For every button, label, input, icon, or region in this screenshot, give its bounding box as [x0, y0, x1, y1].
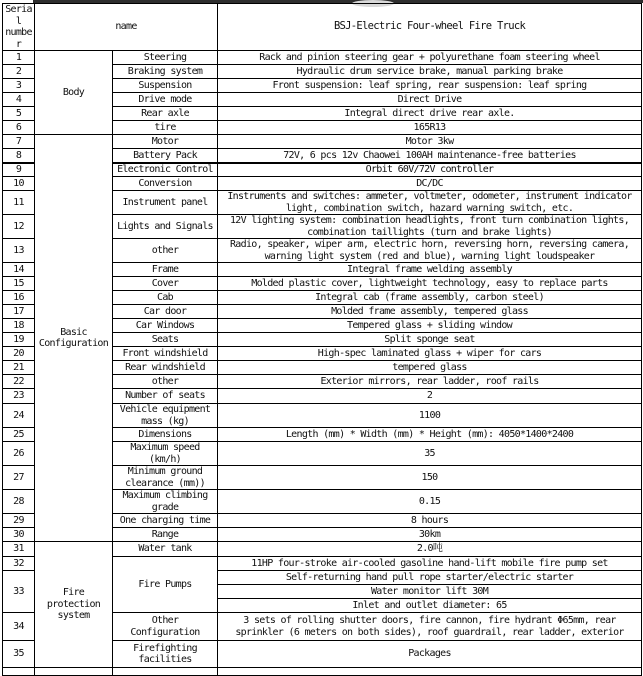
- spec-value-cell: Self-returning hand pull rope starter/electric starter: [218, 571, 642, 585]
- spec-value-cell: High-spec laminated glass + wiper for cars: [218, 347, 642, 361]
- serial-cell: 11: [3, 191, 35, 215]
- spec-value-cell: Orbit 60V/72V controller: [218, 163, 642, 177]
- table-header-row: [3, 4, 642, 51]
- serial-cell: 12: [3, 215, 35, 239]
- table-row: [3, 135, 642, 149]
- item-name-cell: Dimensions: [113, 428, 218, 442]
- spec-value-cell: Packages: [218, 641, 642, 668]
- cutoff-cell: [113, 668, 218, 676]
- spec-value-cell: Direct Drive: [218, 93, 642, 107]
- item-name-cell: Firefighting facilities: [113, 641, 218, 668]
- spec-value-cell: 12V lighting system: combination headlights, front turn combination lights, combination taillights (turn and brake lights): [218, 215, 642, 239]
- serial-cell: 10: [3, 177, 35, 191]
- item-name-cell: tire: [113, 121, 218, 135]
- item-name-cell: Rear windshield: [113, 361, 218, 375]
- spec-value-cell: 35: [218, 442, 642, 466]
- serial-cell: 26: [3, 442, 35, 466]
- item-name-cell: Frame: [113, 263, 218, 277]
- item-name-cell: Maximum climbing grade: [113, 490, 218, 514]
- item-name-cell: Battery Pack: [113, 149, 218, 163]
- cutoff-cell: [35, 668, 113, 676]
- table-row: [3, 51, 642, 65]
- item-name-cell: Electronic Control: [113, 163, 218, 177]
- spec-value-cell: Front suspension: leaf spring, rear suspension: leaf spring: [218, 79, 642, 93]
- item-name-cell: Rear axle: [113, 107, 218, 121]
- serial-cell: 16: [3, 291, 35, 305]
- spec-value-cell: Motor 3kw: [218, 135, 642, 149]
- serial-cell: 35: [3, 641, 35, 668]
- spec-value-cell: Rack and pinion steering gear + polyurethane foam steering wheel: [218, 51, 642, 65]
- serial-cell: 5: [3, 107, 35, 121]
- serial-cell: 7: [3, 135, 35, 149]
- item-name-cell: Number of seats: [113, 389, 218, 404]
- item-name-cell: Suspension: [113, 79, 218, 93]
- spec-value-cell: 150: [218, 466, 642, 490]
- item-name-cell: Braking system: [113, 65, 218, 79]
- item-name-cell: Range: [113, 528, 218, 542]
- cutoff-cell: [3, 668, 35, 676]
- serial-cell: 3: [3, 79, 35, 93]
- spec-value-cell: 3 sets of rolling shutter doors, fire cannon, fire hydrant Φ65mm, rear sprinkler (6 meters on both sides), roof guardrail, rear ladder, exterior: [218, 613, 642, 641]
- spec-value-cell: Integral frame welding assembly: [218, 263, 642, 277]
- spec-value-cell: 30km: [218, 528, 642, 542]
- item-name-cell: Lights and Signals: [113, 215, 218, 239]
- item-name-cell: Front windshield: [113, 347, 218, 361]
- spec-value-cell: Molded frame assembly, tempered glass: [218, 305, 642, 319]
- serial-cell: 6: [3, 121, 35, 135]
- item-name-cell: Maximum speed (km/h): [113, 442, 218, 466]
- spec-value-cell: Instruments and switches: ammeter, voltmeter, odometer, instrument indicator light, combination switch, hazard warning switch, etc.: [218, 191, 642, 215]
- spec-value-cell: Split sponge seat: [218, 333, 642, 347]
- serial-cell: 17: [3, 305, 35, 319]
- spec-value-cell: Length (mm) * Width (mm) * Height (mm): 4050*1400*2400: [218, 428, 642, 442]
- spec-value-cell: 2.0吨: [218, 542, 642, 557]
- serial-cell: 25: [3, 428, 35, 442]
- serial-cell: 13: [3, 239, 35, 263]
- item-name-cell: Vehicle equipment mass (kg): [113, 404, 218, 428]
- spec-table: [2, 3, 642, 676]
- item-name-cell: Cab: [113, 291, 218, 305]
- serial-cell: 32: [3, 557, 35, 571]
- serial-cell: 24: [3, 404, 35, 428]
- cutoff-row: [3, 668, 642, 676]
- spec-value-cell: Water monitor lift 30M: [218, 585, 642, 599]
- serial-header-cell: Serial number: [3, 4, 35, 51]
- serial-cell: 8: [3, 149, 35, 163]
- item-name-cell-fire-pumps: Fire Pumps: [113, 557, 218, 613]
- serial-cell: 31: [3, 542, 35, 557]
- item-name-cell: Water tank: [113, 542, 218, 557]
- spec-value-cell: 1100: [218, 404, 642, 428]
- serial-cell: 28: [3, 490, 35, 514]
- spec-value-cell: tempered glass: [218, 361, 642, 375]
- serial-cell: 2: [3, 65, 35, 79]
- product-title-cell: BSJ-Electric Four-wheel Fire Truck: [218, 4, 642, 51]
- serial-cell: 20: [3, 347, 35, 361]
- item-name-cell: Cover: [113, 277, 218, 291]
- item-name-cell: Drive mode: [113, 93, 218, 107]
- item-name-cell: Seats: [113, 333, 218, 347]
- serial-cell: 21: [3, 361, 35, 375]
- serial-cell: 4: [3, 93, 35, 107]
- cutoff-cell: [218, 668, 642, 676]
- item-name-cell: Car Windows: [113, 319, 218, 333]
- spec-value-cell: 165R13: [218, 121, 642, 135]
- spec-value-cell: 8 hours: [218, 514, 642, 528]
- table-row: [3, 542, 642, 557]
- item-name-cell: Minimum ground clearance (mm)): [113, 466, 218, 490]
- spec-value-cell: Exterior mirrors, rear ladder, roof rails: [218, 375, 642, 389]
- group-cell-basic-configuration: Basic Configuration: [35, 135, 113, 542]
- serial-cell: 34: [3, 613, 35, 641]
- item-name-cell: Car door: [113, 305, 218, 319]
- name-header-cell: name: [35, 4, 218, 51]
- item-name-cell: other: [113, 375, 218, 389]
- serial-cell: 23: [3, 389, 35, 404]
- spec-value-cell: 72V, 6 pcs 12v Chaowei 100AH maintenance-free batteries: [218, 149, 642, 163]
- spec-value-cell: Tempered glass + sliding window: [218, 319, 642, 333]
- serial-cell: 1: [3, 51, 35, 65]
- serial-cell: 30: [3, 528, 35, 542]
- spec-value-cell: 2: [218, 389, 642, 404]
- group-cell-fire-protection-system: Fire protection system: [35, 542, 113, 668]
- spec-value-cell: DC/DC: [218, 177, 642, 191]
- serial-cell: 33: [3, 571, 35, 613]
- item-name-cell: One charging time: [113, 514, 218, 528]
- serial-cell: 27: [3, 466, 35, 490]
- spec-value-cell: Integral cab (frame assembly, carbon steel): [218, 291, 642, 305]
- item-name-cell: Instrument panel: [113, 191, 218, 215]
- spec-value-cell: Inlet and outlet diameter: 65: [218, 599, 642, 613]
- serial-cell: 19: [3, 333, 35, 347]
- item-name-cell: Steering: [113, 51, 218, 65]
- serial-cell: 15: [3, 277, 35, 291]
- group-cell-body: Body: [35, 51, 113, 135]
- spec-value-cell: Radio, speaker, wiper arm, electric horn, reversing horn, reversing camera, warning light system (red and blue), warning light loudspeaker: [218, 239, 642, 263]
- item-name-cell: other: [113, 239, 218, 263]
- serial-cell: 22: [3, 375, 35, 389]
- item-name-cell: Conversion: [113, 177, 218, 191]
- spec-value-cell: Molded plastic cover, lightweight technology, easy to replace parts: [218, 277, 642, 291]
- item-name-cell: Other Configuration: [113, 613, 218, 641]
- spec-value-cell: Hydraulic drum service brake, manual parking brake: [218, 65, 642, 79]
- serial-cell: 29: [3, 514, 35, 528]
- serial-cell: 9: [3, 163, 35, 177]
- spec-value-cell: 0.15: [218, 490, 642, 514]
- serial-cell: 18: [3, 319, 35, 333]
- serial-cell: 14: [3, 263, 35, 277]
- spec-value-cell: Integral direct drive rear axle.: [218, 107, 642, 121]
- item-name-cell: Motor: [113, 135, 218, 149]
- spec-value-cell: 11HP four-stroke air-cooled gasoline hand-lift mobile fire pump set: [218, 557, 642, 571]
